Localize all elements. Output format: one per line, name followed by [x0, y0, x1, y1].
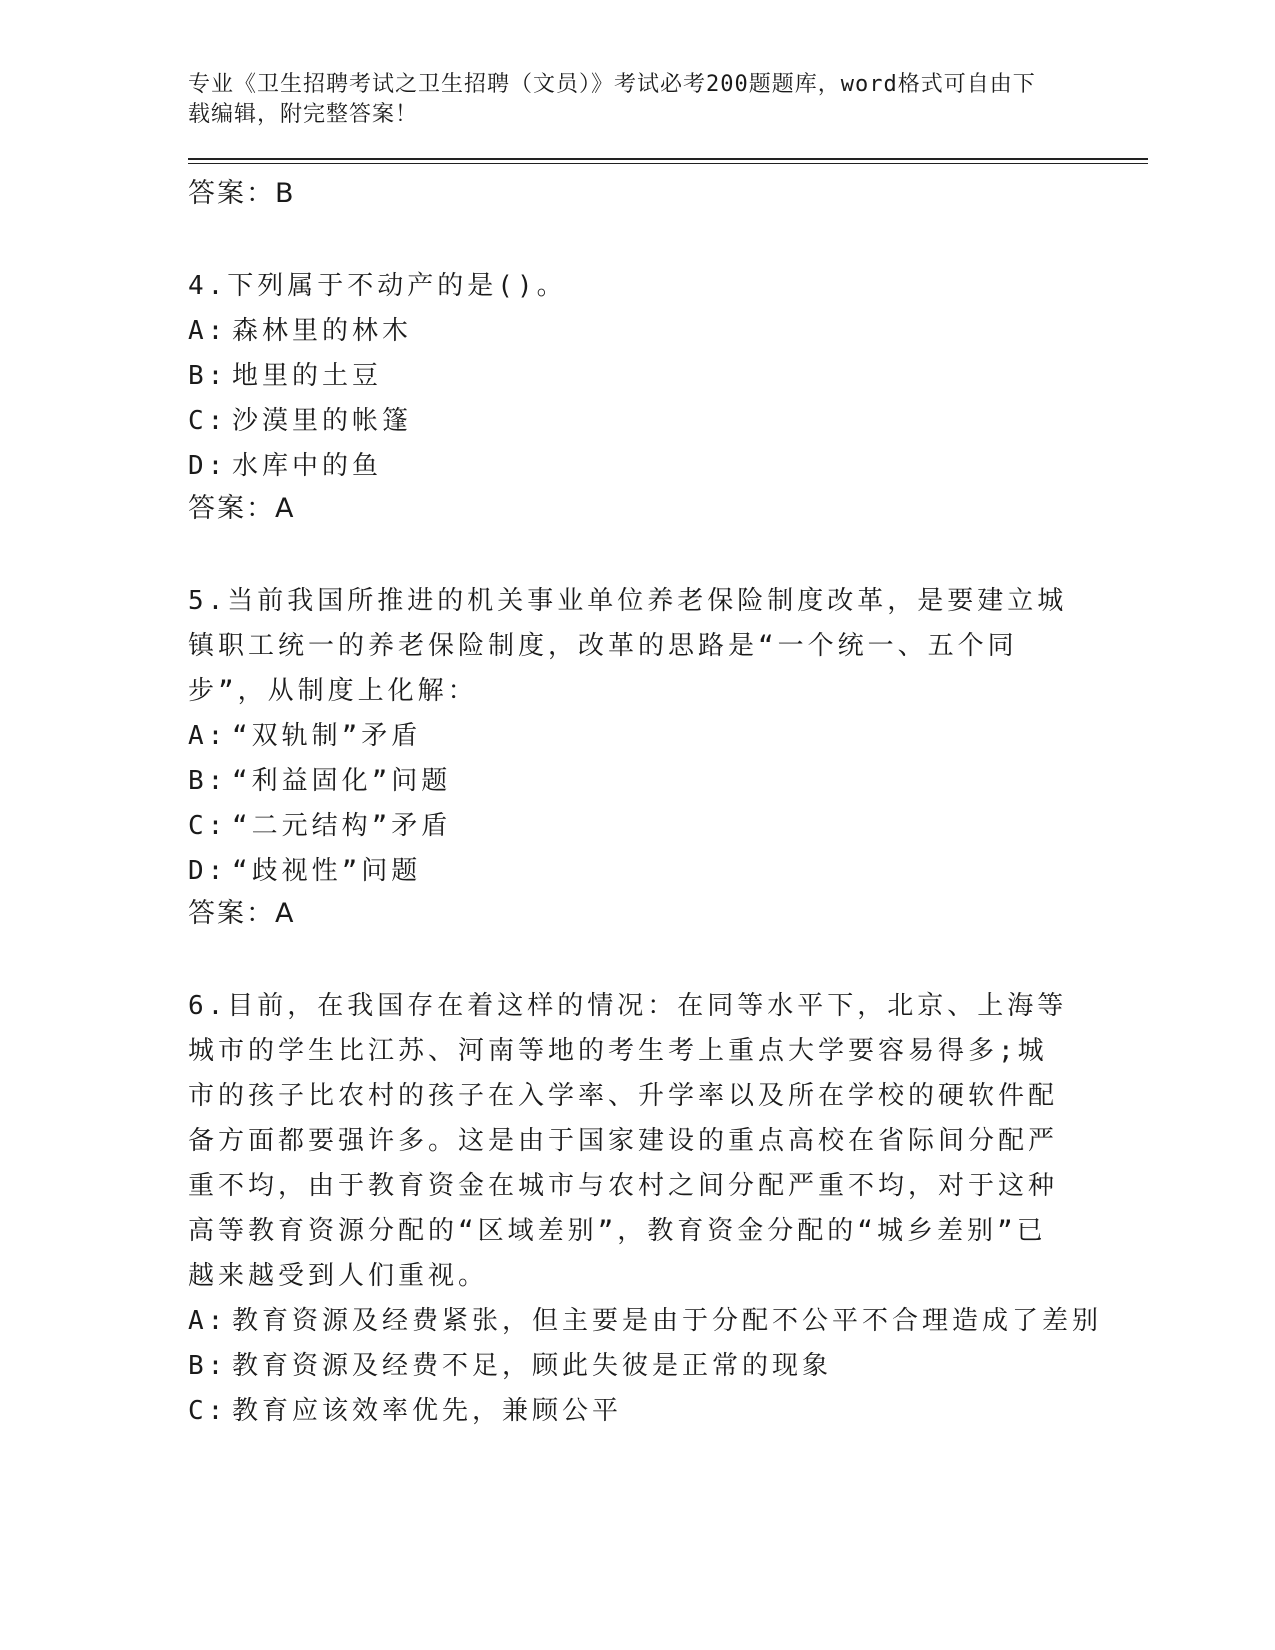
answer-label: 答案：A: [188, 493, 296, 524]
option-letter: A:: [188, 1306, 228, 1336]
option-text: 教育资源及经费不足，顾此失彼是正常的现象: [232, 1351, 833, 1381]
option-d: [188, 849, 1148, 894]
option-letter: A:: [188, 316, 228, 346]
question-5: [188, 579, 1148, 934]
option-c: [188, 804, 1148, 849]
question-text: 4.下列属于不动产的是()。: [188, 271, 567, 301]
option-letter: D:: [188, 451, 228, 481]
option-letter: A:: [188, 721, 228, 751]
option-text: “双轨制”矛盾: [232, 721, 422, 751]
option-letter: D:: [188, 856, 228, 886]
option-text: 教育资源及经费紧张，但主要是由于分配不公平不合理造成了差别: [232, 1306, 1103, 1336]
option-text: 水库中的鱼: [232, 451, 383, 481]
question-text: 5.当前我国所推进的机关事业单位养老保险制度改革，是要建立城镇职工统一的养老保险制度，改革的思路是“一个统一、五个同步”，从制度上化解：: [188, 586, 1068, 706]
option-b: [188, 354, 1148, 399]
option-c: [188, 399, 1148, 444]
option-text: 沙漠里的帐篷: [232, 406, 413, 436]
header-divider: [188, 158, 1148, 164]
option-letter: C:: [188, 811, 228, 841]
option-text: 地里的土豆: [232, 361, 383, 391]
answer-label: 答案：A: [188, 898, 296, 929]
question-4: [188, 264, 1148, 529]
option-text: 教育应该效率优先，兼顾公平: [232, 1396, 623, 1426]
option-text: “二元结构”矛盾: [232, 811, 452, 841]
option-letter: B:: [188, 766, 228, 796]
option-a: [188, 309, 1148, 354]
option-letter: B:: [188, 361, 228, 391]
option-b: [188, 1344, 1148, 1389]
option-letter: B:: [188, 1351, 228, 1381]
option-c: [188, 1389, 1148, 1434]
answer-label: 答案：B: [188, 178, 296, 209]
document-header: 专业《卫生招聘考试之卫生招聘（文员）》考试必考200题题库，word格式可自由下载编辑，附完整答案！: [188, 72, 1036, 127]
option-d: [188, 444, 1148, 489]
option-letter: C:: [188, 1396, 228, 1426]
option-a: [188, 714, 1148, 759]
question-text: 6.目前，在我国存在着这样的情况：在同等水平下，北京、上海等城市的学生比江苏、河南等地的考生考上重点大学要容易得多;城市的孩子比农村的孩子在入学率、升学率以及所在学校的硬软件配备方面都要强许多。这是由于国家建设的重点高校在省际间分配严重不均，由于教育资金在城市与农村之间分配严重不均，对于这种高等教育资源分配的“区域差别”，教育资金分配的“城乡差别”已越来越受到人们重视。: [188, 991, 1068, 1291]
document-page: [188, 70, 1148, 1434]
option-text: “利益固化”问题: [232, 766, 452, 796]
option-text: 森林里的林木: [232, 316, 413, 346]
option-b: [188, 759, 1148, 804]
option-a: [188, 1299, 1148, 1344]
option-letter: C:: [188, 406, 228, 436]
question-6: [188, 984, 1148, 1434]
option-text: “歧视性”问题: [232, 856, 422, 886]
